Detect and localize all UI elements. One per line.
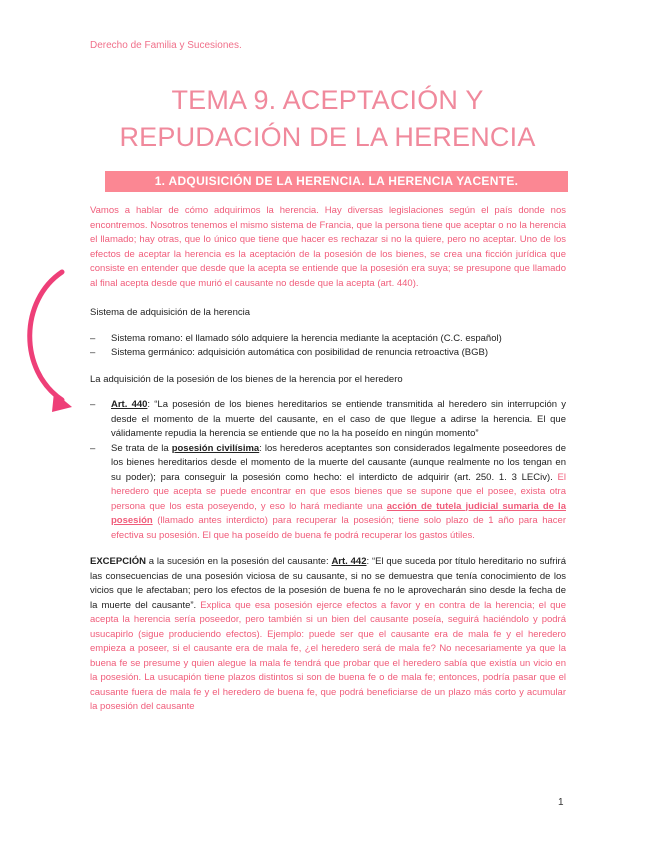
- exception-text: a la sucesión en la posesión del causante:: [145, 556, 332, 567]
- note-text: El heredero que acepta se puede encontrar en que esos bienes que se supone que el posee, exista otra persona que los esta poseyendo, y eso lo hará mediante una: [111, 471, 566, 512]
- page-number: 1: [558, 797, 564, 808]
- list-item: [90, 398, 566, 442]
- article-reference: Art. 442: [331, 556, 367, 567]
- list-item-text: Se trata de la: [111, 442, 172, 454]
- chapter-title-line-2: REPUDACIÓN DE LA HERENCIA: [119, 122, 536, 152]
- list-item-text: Sistema romano: el llamado sólo adquiere la herencia mediante la aceptación (C.C. español): [111, 332, 502, 344]
- note-text: (llamado antes interdicto) para recuperar la posesión; tiene solo plazo de 1 año para hacer efectiva su posesión. El que ha poseído de buena fe podrá recuperar los gastos útiles.: [111, 515, 566, 541]
- running-header: Derecho de Familia y Sucesiones.: [90, 40, 242, 51]
- article-text: : “La posesión de los bienes hereditarios se entiende transmitida al heredero sin interrupción y desde el momento de la muerte del causante, en el caso de que llegue a adirse la herencia. El que válidamente repudia la herencia se entiende que no la ha poseído en ningún momento”: [111, 399, 566, 439]
- exception-paragraph: [90, 555, 566, 715]
- bullet-dash: –: [90, 399, 96, 410]
- bullet-dash: –: [90, 442, 96, 454]
- note-text: Explica que esa posesión ejerce efectos a favor y en contra de la herencia; el que acepta la herencia sería poseedor, pero también si un bien del causante poseía, seguirá haciéndolo y podrá usucapirlo (sigue produciendo efectos). Ejemplo: puede ser que el causante era de mala fe y el heredero empieza a poseer, si el causante era de mala fe, ¿el heredero será de mala fe? No necesariamente ya que la buena fe se presume y quien alegue la mala fe tendrá que probar que el heredero sabía que existía un vicio en la posesión. La usucapión tiene plazos distintos si son de buena fe o de mala fe; entonces, podría pasar que el causante fuera de mala fe y el heredero de buena fe, que podrá beneficiarse de un plazo más corto y acumular la posesión del causante: [90, 599, 566, 712]
- systems-heading: Sistema de adquisición de la herencia: [90, 307, 251, 318]
- highlight-link[interactable]: acción de tutela judicial sumaria de la posesión: [111, 500, 566, 526]
- chapter-title-line-1: TEMA 9. ACEPTACIÓN Y: [171, 85, 484, 115]
- article-reference: Art. 440: [111, 399, 148, 410]
- article-quote: : “El que suceda por título hereditario no sufrirá las consecuencias de una posesión viciosa de su causante, si no se demuestra que tenía conocimiento de los vicios que le afectaban; pero los efectos de la posesión de buena fe no le aprovecharán sino desde la fecha de la muerte del causante”.: [90, 556, 566, 611]
- systems-list: [90, 332, 566, 361]
- list-item: [90, 346, 566, 361]
- chapter-title: [60, 82, 595, 156]
- document-body: [90, 204, 566, 715]
- bullet-dash: –: [90, 347, 96, 358]
- exception-label: EXCEPCIÓN: [90, 556, 146, 567]
- list-item: [90, 332, 566, 347]
- key-term: posesión civilísima: [171, 442, 260, 454]
- possession-heading: La adquisición de la posesión de los bienes de la herencia por el heredero: [90, 373, 403, 385]
- list-item-text: Sistema germánico: adquisición automática con posibilidad de renuncia retroactiva (BGB): [111, 347, 489, 358]
- intro-paragraph: Vamos a hablar de cómo adquirimos la herencia. Hay diversas legislaciones según el país donde nos encontremos. Nosotros tenemos el mismo sistema de Francia, que la persona tiene que aceptar o no la herencia el llamado; hay otras, que lo único que tiene que hacer es rechazar si no la quiere, pero no aceptar. Uno de los efectos de aceptar la herencia es la aceptación de la posesión de los bienes, se crea una ficción jurídica que consiste en entender que desde que la acepta se entiende que la posesión era suya; se presupone que llamado al final acepta desde que murió el causante no desde que la acepta (art. 440).: [90, 205, 566, 289]
- section-heading: 1. ADQUISICIÓN DE LA HERENCIA. LA HERENCIA YACENTE.: [105, 171, 568, 192]
- possession-list: [90, 398, 566, 543]
- list-item-text: : los herederos aceptantes son considerados legalmente poseedores de los bienes hereditarios desde el momento de la muerte del causante (aunque realmente no los tengan en su poder); para conseguir la posesión como hecho: el interdicto de adquirir (art. 250. 1. 3 LECiv).: [111, 442, 566, 483]
- bullet-dash: –: [90, 332, 96, 344]
- list-item: [90, 442, 566, 544]
